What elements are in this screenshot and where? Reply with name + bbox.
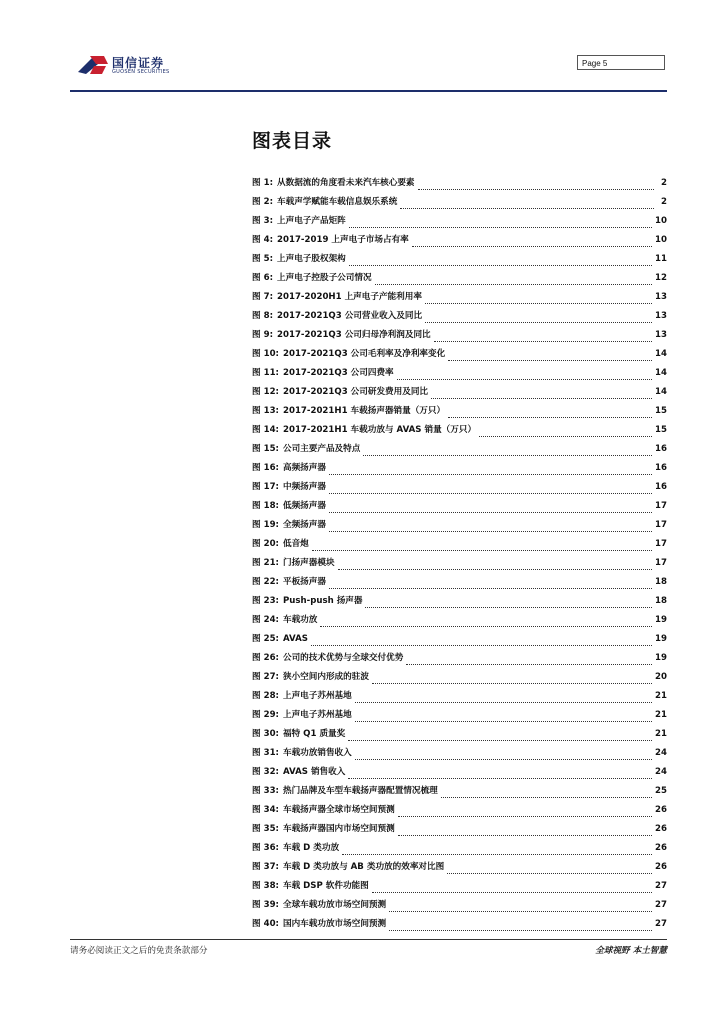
toc-entry-leader bbox=[400, 207, 654, 209]
toc-entry-number: 图 26: bbox=[252, 653, 279, 663]
toc-entry-title: AVAS bbox=[282, 634, 308, 644]
toc-entry-number: 图 31: bbox=[252, 748, 279, 758]
toc-entry[interactable] bbox=[252, 803, 667, 822]
toc-entry-title: 车载功放 bbox=[282, 615, 318, 625]
toc-entry-title: 上声电子苏州基地 bbox=[282, 710, 352, 720]
toc-entry-page: 21 bbox=[655, 729, 667, 739]
toc-entry-page: 27 bbox=[655, 919, 667, 929]
toc-entry[interactable] bbox=[252, 613, 667, 632]
toc-entry-leader bbox=[425, 321, 652, 323]
toc-entry-page: 25 bbox=[655, 786, 667, 796]
toc-entry-leader bbox=[372, 682, 652, 684]
toc-entry-leader bbox=[397, 378, 652, 380]
toc-entry[interactable] bbox=[252, 442, 667, 461]
toc-entry-title: 全球车载功放市场空间预测 bbox=[282, 900, 387, 910]
toc-entry[interactable] bbox=[252, 765, 667, 784]
toc-entry-title: 车载功放销售收入 bbox=[282, 748, 352, 758]
guosen-logo-icon bbox=[76, 52, 110, 78]
toc-entry-leader bbox=[479, 435, 652, 437]
toc-entry-number: 图 3: bbox=[252, 216, 274, 226]
toc-entry-page: 24 bbox=[655, 748, 667, 758]
toc-entry-leader bbox=[448, 416, 652, 418]
toc-entry-title: 低音炮 bbox=[282, 539, 309, 549]
toc-entry[interactable] bbox=[252, 290, 667, 309]
toc-entry-number: 图 24: bbox=[252, 615, 279, 625]
toc-entry-number: 图 17: bbox=[252, 482, 279, 492]
toc-entry-leader bbox=[441, 796, 652, 798]
toc-entry-number: 图 9: bbox=[252, 330, 274, 340]
toc-entry-page: 21 bbox=[655, 691, 667, 701]
toc-entry[interactable] bbox=[252, 271, 667, 290]
toc-entry-title: AVAS 销售收入 bbox=[282, 767, 346, 777]
toc-entry-page: 17 bbox=[655, 520, 667, 530]
toc-entry-leader bbox=[355, 701, 652, 703]
toc-entry[interactable] bbox=[252, 708, 667, 727]
toc-entry-page: 27 bbox=[655, 881, 667, 891]
toc-entry-leader bbox=[398, 834, 652, 836]
toc-entry-page: 16 bbox=[655, 463, 667, 473]
toc-entry-page: 21 bbox=[655, 710, 667, 720]
toc-entry[interactable] bbox=[252, 594, 667, 613]
toc-entry-page: 13 bbox=[655, 330, 667, 340]
toc-list bbox=[252, 176, 667, 936]
toc-entry-title: 低频扬声器 bbox=[282, 501, 326, 511]
toc-entry-title: 高频扬声器 bbox=[282, 463, 326, 473]
toc-entry-page: 18 bbox=[655, 577, 667, 587]
toc-entry[interactable] bbox=[252, 898, 667, 917]
toc-entry-title: 2017-2019 上声电子市场占有率 bbox=[277, 235, 409, 245]
toc-entry-page: 15 bbox=[655, 406, 667, 416]
toc-entry-leader bbox=[375, 283, 652, 285]
toc-entry-number: 图 38: bbox=[252, 881, 279, 891]
toc-entry-leader bbox=[342, 853, 652, 855]
toc-entry-number: 图 18: bbox=[252, 501, 279, 511]
toc-entry-number: 图 35: bbox=[252, 824, 279, 834]
toc-entry-number: 图 8: bbox=[252, 311, 274, 321]
toc-entry[interactable] bbox=[252, 461, 667, 480]
toc-entry[interactable] bbox=[252, 366, 667, 385]
toc-entry-title: 中频扬声器 bbox=[282, 482, 326, 492]
toc-entry-number: 图 16: bbox=[252, 463, 279, 473]
toc-entry-page: 16 bbox=[655, 482, 667, 492]
toc-entry-title: 车载扬声器国内市场空间预测 bbox=[282, 824, 395, 834]
toc-entry-number: 图 39: bbox=[252, 900, 279, 910]
toc-entry[interactable] bbox=[252, 860, 667, 879]
toc-entry-number: 图 5: bbox=[252, 254, 274, 264]
toc-entry-leader bbox=[329, 511, 652, 513]
toc-entry-leader bbox=[338, 568, 652, 570]
toc-entry-title: 上声电子控股子公司情况 bbox=[277, 273, 372, 283]
toc-entry[interactable] bbox=[252, 670, 667, 689]
toc-entry-number: 图 28: bbox=[252, 691, 279, 701]
toc-entry-number: 图 2: bbox=[252, 197, 274, 207]
toc-entry-page: 2 bbox=[661, 197, 667, 207]
toc-entry-page: 19 bbox=[655, 615, 667, 625]
guosen-logo bbox=[76, 52, 196, 78]
toc-entry-page: 13 bbox=[655, 292, 667, 302]
toc-entry-title: 2017-2020H1 上声电子产能利用率 bbox=[277, 292, 422, 302]
toc-entry-leader bbox=[349, 226, 652, 228]
toc-entry-page: 14 bbox=[655, 349, 667, 359]
toc-entry-number: 图 37: bbox=[252, 862, 279, 872]
toc-entry[interactable] bbox=[252, 404, 667, 423]
toc-entry-number: 图 13: bbox=[252, 406, 279, 416]
toc-entry-title: 2017-2021Q3 公司研发费用及同比 bbox=[282, 387, 429, 397]
toc-entry-title: 福特 Q1 质量奖 bbox=[282, 729, 346, 739]
toc-entry-number: 图 32: bbox=[252, 767, 279, 777]
toc-entry[interactable] bbox=[252, 480, 667, 499]
toc-entry-page: 20 bbox=[655, 672, 667, 682]
toc-entry[interactable] bbox=[252, 214, 667, 233]
toc-entry-page: 17 bbox=[655, 558, 667, 568]
toc-entry-title: 热门品牌及车型车载扬声器配置情况梳理 bbox=[282, 786, 438, 796]
toc-entry-page: 26 bbox=[655, 824, 667, 834]
toc-entry[interactable] bbox=[252, 537, 667, 556]
toc-entry[interactable] bbox=[252, 195, 667, 214]
toc-entry-page: 10 bbox=[655, 216, 667, 226]
toc-entry[interactable] bbox=[252, 746, 667, 765]
toc-entry-leader bbox=[389, 910, 652, 912]
toc-entry-title: 车载 D 类功放与 AB 类功放的效率对比图 bbox=[282, 862, 445, 872]
toc-entry-leader bbox=[365, 606, 652, 608]
toc-entry-page: 10 bbox=[655, 235, 667, 245]
toc-entry-number: 图 11: bbox=[252, 368, 279, 378]
toc-entry-number: 图 20: bbox=[252, 539, 279, 549]
toc-entry-title: 公司主要产品及特点 bbox=[282, 444, 361, 454]
toc-entry-title: 车载声学赋能车载信息娱乐系统 bbox=[277, 197, 398, 207]
toc-entry-number: 图 30: bbox=[252, 729, 279, 739]
toc-entry-leader bbox=[412, 245, 652, 247]
toc-entry[interactable] bbox=[252, 328, 667, 347]
toc-entry-number: 图 22: bbox=[252, 577, 279, 587]
toc-entry-number: 图 21: bbox=[252, 558, 279, 568]
toc-entry-leader bbox=[425, 302, 652, 304]
footer-slogan: 全球视野 本土智慧 bbox=[595, 946, 667, 956]
toc-entry-title: 2017-2021Q3 公司营业收入及同比 bbox=[277, 311, 423, 321]
toc-entry[interactable] bbox=[252, 879, 667, 898]
toc-entry-number: 图 40: bbox=[252, 919, 279, 929]
toc-entry-leader bbox=[348, 739, 652, 741]
toc-entry[interactable] bbox=[252, 575, 667, 594]
toc-entry-number: 图 34: bbox=[252, 805, 279, 815]
toc-entry-title: 上声电子股权架构 bbox=[277, 254, 346, 264]
toc-entry[interactable] bbox=[252, 841, 667, 860]
toc-entry-leader bbox=[312, 549, 652, 551]
toc-entry-title: 2017-2021Q3 公司归母净利润及同比 bbox=[277, 330, 431, 340]
toc-entry-title: 车载 D 类功放 bbox=[282, 843, 340, 853]
toc-entry-leader bbox=[329, 492, 652, 494]
toc-entry-title: 从数据流的角度看未来汽车核心要素 bbox=[277, 178, 415, 188]
footer-disclaimer: 请务必阅读正文之后的免责条款部分 bbox=[70, 946, 208, 956]
toc-entry-leader bbox=[329, 587, 652, 589]
toc-entry[interactable] bbox=[252, 309, 667, 328]
toc-entry-title: 狭小空间内形成的驻波 bbox=[282, 672, 369, 682]
toc-entry[interactable] bbox=[252, 499, 667, 518]
logo-chinese-name: 国信证券 bbox=[112, 56, 165, 70]
toc-entry-number: 图 12: bbox=[252, 387, 279, 397]
toc-entry-title: 门扬声器模块 bbox=[282, 558, 335, 568]
toc-entry-number: 图 7: bbox=[252, 292, 274, 302]
toc-entry[interactable] bbox=[252, 556, 667, 575]
toc-entry-title: 车载扬声器全球市场空间预测 bbox=[282, 805, 395, 815]
toc-entry-leader bbox=[389, 929, 652, 931]
toc-entry-title: Push-push 扬声器 bbox=[282, 596, 363, 606]
toc-entry-leader bbox=[418, 188, 654, 190]
toc-entry-page: 26 bbox=[655, 805, 667, 815]
toc-entry[interactable] bbox=[252, 233, 667, 252]
page-number-box: Page 5 bbox=[577, 55, 665, 70]
toc-entry[interactable] bbox=[252, 651, 667, 670]
toc-entry-page: 24 bbox=[655, 767, 667, 777]
toc-entry-title: 国内车载功放市场空间预测 bbox=[282, 919, 387, 929]
toc-entry-leader bbox=[329, 530, 652, 532]
toc-entry-number: 图 15: bbox=[252, 444, 279, 454]
toc-entry-leader bbox=[406, 663, 652, 665]
toc-entry[interactable] bbox=[252, 822, 667, 841]
toc-entry-title: 上声电子产品矩阵 bbox=[277, 216, 346, 226]
toc-entry-number: 图 4: bbox=[252, 235, 274, 245]
toc-entry-number: 图 27: bbox=[252, 672, 279, 682]
toc-entry-leader bbox=[311, 644, 652, 646]
toc-entry-page: 14 bbox=[655, 368, 667, 378]
logo-english-name: GUOSEN SECURITIES bbox=[112, 69, 170, 75]
toc-entry[interactable] bbox=[252, 347, 667, 366]
toc-entry-number: 图 1: bbox=[252, 178, 274, 188]
toc-entry[interactable] bbox=[252, 727, 667, 746]
toc-entry-page: 16 bbox=[655, 444, 667, 454]
toc-entry-page: 11 bbox=[655, 254, 667, 264]
toc-entry-leader bbox=[329, 473, 652, 475]
toc-title: 图表目录 bbox=[252, 130, 333, 152]
toc-entry-page: 2 bbox=[661, 178, 667, 188]
toc-entry-title: 2017-2021H1 车载扬声器销量（万只） bbox=[282, 406, 446, 416]
toc-entry-number: 图 36: bbox=[252, 843, 279, 853]
toc-entry-title: 上声电子苏州基地 bbox=[282, 691, 352, 701]
toc-entry-leader bbox=[372, 891, 652, 893]
toc-entry-number: 图 10: bbox=[252, 349, 279, 359]
toc-entry-number: 图 29: bbox=[252, 710, 279, 720]
toc-entry-page: 17 bbox=[655, 501, 667, 511]
toc-entry-leader bbox=[349, 264, 652, 266]
toc-entry-page: 14 bbox=[655, 387, 667, 397]
toc-entry-number: 图 14: bbox=[252, 425, 279, 435]
toc-entry-leader bbox=[447, 872, 652, 874]
toc-entry-number: 图 33: bbox=[252, 786, 279, 796]
toc-entry[interactable] bbox=[252, 689, 667, 708]
toc-entry-page: 17 bbox=[655, 539, 667, 549]
toc-entry-leader bbox=[448, 359, 652, 361]
toc-entry-page: 15 bbox=[655, 425, 667, 435]
toc-entry-title: 2017-2021Q3 公司四费率 bbox=[282, 368, 394, 378]
toc-entry-leader bbox=[355, 758, 652, 760]
footer-rule bbox=[70, 939, 667, 940]
toc-entry-leader bbox=[434, 340, 652, 342]
toc-entry-leader bbox=[348, 777, 652, 779]
toc-entry-page: 18 bbox=[655, 596, 667, 606]
toc-entry[interactable] bbox=[252, 632, 667, 651]
toc-entry-title: 2017-2021Q3 公司毛利率及净利率变化 bbox=[282, 349, 446, 359]
toc-entry-page: 26 bbox=[655, 862, 667, 872]
toc-entry[interactable] bbox=[252, 252, 667, 271]
toc-entry-leader bbox=[355, 720, 652, 722]
toc-entry-number: 图 6: bbox=[252, 273, 274, 283]
toc-entry-page: 13 bbox=[655, 311, 667, 321]
toc-entry-page: 26 bbox=[655, 843, 667, 853]
toc-entry-title: 车载 DSP 软件功能图 bbox=[282, 881, 369, 891]
toc-entry-leader bbox=[363, 454, 652, 456]
toc-entry[interactable] bbox=[252, 518, 667, 537]
toc-entry-title: 全频扬声器 bbox=[282, 520, 326, 530]
toc-entry-page: 19 bbox=[655, 653, 667, 663]
toc-entry-page: 27 bbox=[655, 900, 667, 910]
header-rule bbox=[70, 90, 667, 92]
toc-entry-leader bbox=[320, 625, 652, 627]
toc-entry-number: 图 19: bbox=[252, 520, 279, 530]
toc-entry[interactable] bbox=[252, 423, 667, 442]
toc-entry[interactable] bbox=[252, 176, 667, 195]
toc-entry-leader bbox=[398, 815, 652, 817]
toc-entry-number: 图 23: bbox=[252, 596, 279, 606]
toc-entry-title: 平板扬声器 bbox=[282, 577, 326, 587]
toc-entry-title: 公司的技术优势与全球交付优势 bbox=[282, 653, 404, 663]
toc-entry[interactable] bbox=[252, 917, 667, 936]
toc-entry-page: 19 bbox=[655, 634, 667, 644]
toc-entry[interactable] bbox=[252, 784, 667, 803]
toc-entry-page: 12 bbox=[655, 273, 667, 283]
toc-entry[interactable] bbox=[252, 385, 667, 404]
toc-entry-title: 2017-2021H1 车载功放与 AVAS 销量（万只） bbox=[282, 425, 477, 435]
toc-entry-number: 图 25: bbox=[252, 634, 279, 644]
toc-entry-leader bbox=[431, 397, 652, 399]
